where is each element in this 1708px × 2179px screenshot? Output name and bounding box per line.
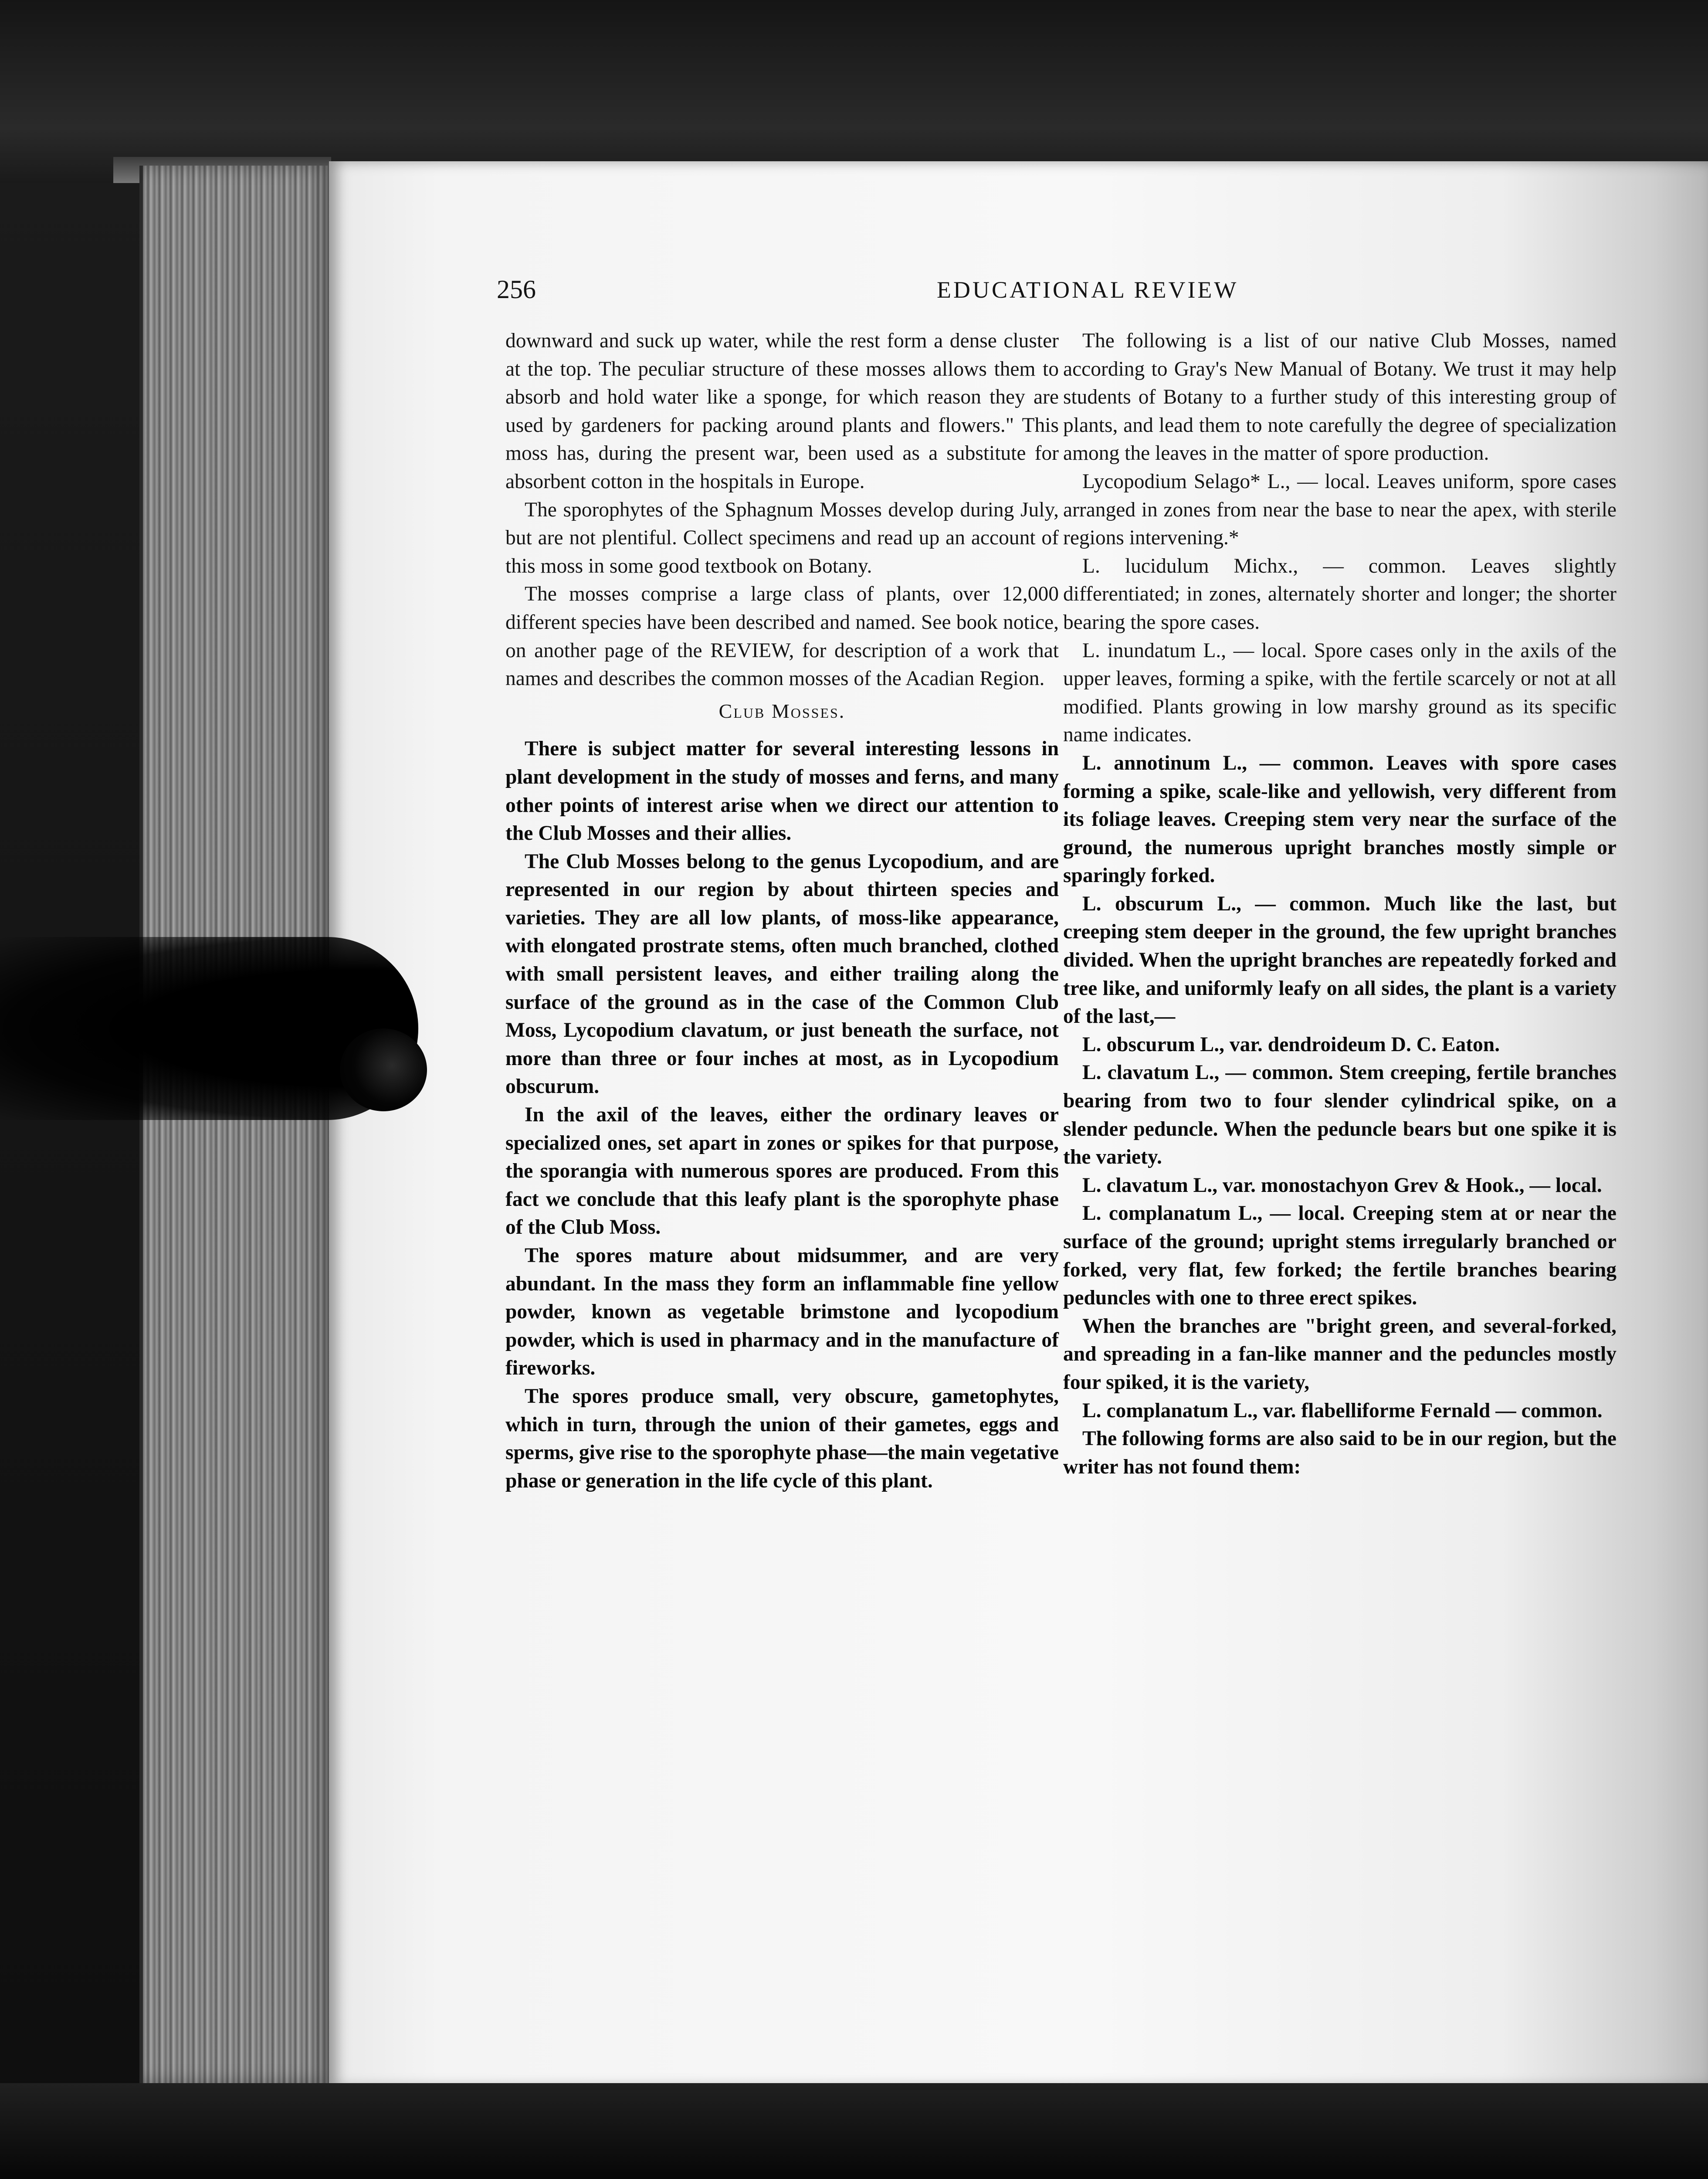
bottom-shadow: [0, 2083, 1708, 2179]
right-paragraph-3: L. lucidulum Michx., — common. Leaves slightly differentiated; in zones, alternately shorter and longer; the shorter bearing the spore cases.: [1063, 554, 1616, 634]
left-paragraph-4: There is subject matter for several interesting lessons in plant development in the study of mosses and ferns, and many other points of interest arise when we direct our attention to the Club Mosses and their allies.: [505, 737, 1059, 845]
page-stack-edges: [139, 166, 335, 2083]
right-paragraph-9: L. clavatum L., var. monostachyon Grev & Hook., — local.: [1082, 1174, 1602, 1197]
right-paragraph-13: The following forms are also said to be in our region, but the writer has not found them:: [1063, 1427, 1616, 1478]
right-paragraph-4: L. inundatum L., — local. Spore cases only in the axils of the upper leaves, forming a spike, with the fertile scarcely or not at all modified. Plants growing in low marshy ground as its specific name indicates.: [1063, 639, 1616, 747]
right-paragraph-8: L. clavatum L., — common. Stem creeping, fertile branches bearing from two to four slender cylindrical spike, on a slender peduncle. When the peduncle bears but one spike it is the variety.: [1063, 1061, 1616, 1169]
left-paragraph-7: The spores mature about midsummer, and are very abundant. In the mass they form an inflammable fine yellow powder, known as vegetable brimstone and lycopodium powder, which is used in pharmacy and in the manufacture of fireworks.: [505, 1244, 1059, 1380]
right-paragraph-6: L. obscurum L., — common. Much like the last, but creeping stem deeper in the ground, the few upright branches divided. When the upright branches are repeatedly forked and tree like, and uniformly leafy on all sides, the plant is a variety of the last,—: [1063, 892, 1616, 1028]
left-column: [505, 327, 1059, 1495]
left-paragraph-5: The Club Mosses belong to the genus Lycopodium, and are represented in our region by about thirteen species and varieties. They are all low plants, of moss-like appearance, with elongated prostrate stems, often much branched, clothed with small persistent leaves, and either trailing along the surface of the ground as in the case of the Common Club Moss, Lycopodium clavatum, or just beneath the surface, not more than three or four inches at most, as in Lycopodium obscurum.: [505, 850, 1059, 1098]
right-paragraph-2: Lycopodium Selago* L., — local. Leaves uniform, spore cases arranged in zones from near the base to near the apex, with sterile regions intervening.*: [1063, 470, 1616, 550]
right-paragraph-1: The following is a list of our native Club Mosses, named according to Gray's New Manual of Botany. We trust it may help students of Botany to a further study of this interesting group of plants, and lead them to note carefully the degree of specialization among the leaves in the matter of spore production.: [1063, 329, 1616, 465]
right-column: [1063, 327, 1616, 1481]
right-paragraph-5: L. annotinum L., — common. Leaves with spore cases forming a spike, scale-like and yellowish, very different from its foliage leaves. Creeping stem very near the surface of the ground, the numerous upright branches mostly simple or sparingly forked.: [1063, 751, 1616, 887]
page-header: [497, 275, 1656, 314]
right-paragraph-11: When the branches are "bright green, and several-forked, and spreading in a fan-like manner and the peduncles mostly four spiked, it is the variety,: [1063, 1314, 1616, 1394]
page-number: 256: [497, 275, 536, 304]
left-paragraph-3: The mosses comprise a large class of plants, over 12,000 different species have been described and named. See book notice, on another page of the REVIEW, for description of a work that names and describes the common mosses of the Acadian Region.: [505, 583, 1059, 690]
right-paragraph-7: L. obscurum L., var. dendroideum D. C. Eaton.: [1082, 1033, 1500, 1056]
left-paragraph-2: The sporophytes of the Sphagnum Mosses develop during July, but are not plentiful. Collect specimens and read up an account of this moss in some good textbook on Botany.: [505, 498, 1059, 577]
section-heading: Club Mosses.: [718, 699, 846, 722]
left-paragraph-1: downward and suck up water, while the rest form a dense cluster at the top. The peculiar structure of these mosses allows them to absorb and hold water like a sponge, for which reason they are used by gardeners for packing around plants and flowers." This moss has, during the present war, been used as a substitute for absorbent cotton in the hospitals in Europe.: [505, 329, 1059, 493]
right-paragraph-10: L. complanatum L., — local. Creeping stem at or near the surface of the ground; upright stems irregularly branched or forked, very flat, few forked; the fertile branches bearing peduncles with one to three erect spikes.: [1063, 1202, 1616, 1310]
right-paragraph-12: L. complanatum L., var. flabelliforme Fernald — common.: [1082, 1399, 1603, 1422]
dark-background: [0, 0, 1708, 183]
fingertip: [340, 1028, 427, 1111]
left-paragraph-6: In the axil of the leaves, either the ordinary leaves or specialized ones, set apart in zones or spikes for that purpose, the sporangia with numerous spores are produced. From this fact we conclude that this leafy plant is the sporophyte phase of the Club Moss.: [505, 1103, 1059, 1239]
running-head: EDUCATIONAL REVIEW: [937, 277, 1239, 303]
left-paragraph-8: The spores produce small, very obscure, gametophytes, which in turn, through the union of their gametes, eggs and sperms, give rise to the sporophyte phase—the main vegetative phase or generation in the life cycle of this plant.: [505, 1385, 1059, 1492]
